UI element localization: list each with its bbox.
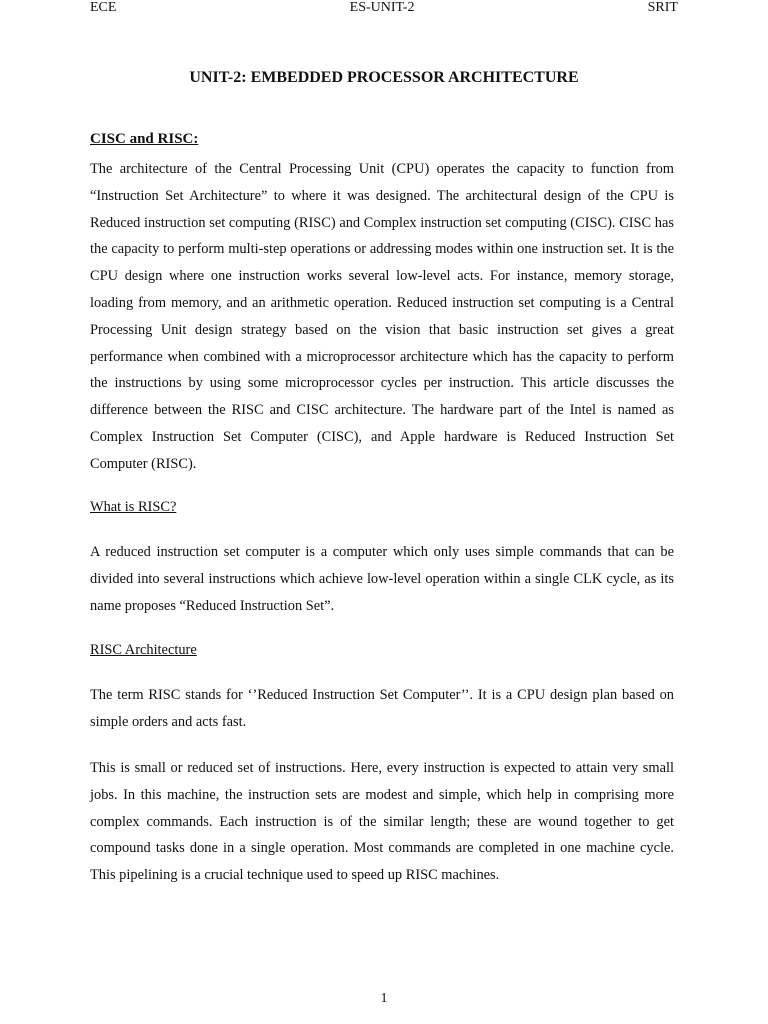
header-department: ECE xyxy=(90,0,117,15)
paragraph-what-is-risc: A reduced instruction set computer is a computer which only uses simple commands that can be divided into several instructions which achieve low-level operation within a single CLK cycle, as its name proposes “Reduced Instruction Set”. xyxy=(90,544,674,614)
header-unit: ES-UNIT-2 xyxy=(349,0,415,15)
document-title: UNIT-2: EMBEDDED PROCESSOR ARCHITECTURE xyxy=(189,69,579,86)
header-institution: SRIT xyxy=(647,0,678,15)
page-header xyxy=(90,0,678,16)
section-heading-risc-architecture: RISC Architecture xyxy=(90,642,197,658)
paragraph-risc-instructions: This is small or reduced set of instructions. Here, every instruction is expected to attain very small jobs. In this machine, the instruction sets are modest and simple, which help in comprising more complex commands. Each instruction is of the similar length; these are wound together to get compound tasks done in a single operation. Most commands are completed in one machine cycle. This pipelining is a crucial technique used to speed up RISC machines. xyxy=(90,760,674,884)
paragraph-cisc-risc-intro: The architecture of the Central Processing Unit (CPU) operates the capacity to function from “Instruction Set Architecture” to where it was designed. The architectural design of the CPU is Reduced instruction set computing (RISC) and Complex instruction set computing (CISC). CISC has the capacity to perform multi-step operations or addressing modes within one instruction set. It is the CPU design where one instruction works several low-level acts. For instance, memory storage, loading from memory, and an arithmetic operation. Reduced instruction set computing is a Central Processing Unit design strategy based on the vision that basic instruction set gives a great performance when combined with a microprocessor architecture which has the capacity to perform the instructions by using some microprocessor cycles per instruction. This article discusses the difference between the RISC and CISC architecture. The hardware part of the Intel is named as Complex Instruction Set Computer (CISC), and Apple hardware is Reduced Instruction Set Computer (RISC). xyxy=(90,161,674,472)
section-heading-cisc-and-risc: CISC and RISC: xyxy=(90,131,199,147)
section-heading-what-is-risc: What is RISC? xyxy=(90,499,177,515)
paragraph-risc-term: The term RISC stands for ‘’Reduced Instruction Set Computer’’. It is a CPU design plan based on simple orders and acts fast. xyxy=(90,687,674,730)
page-number: 1 xyxy=(380,991,388,1006)
